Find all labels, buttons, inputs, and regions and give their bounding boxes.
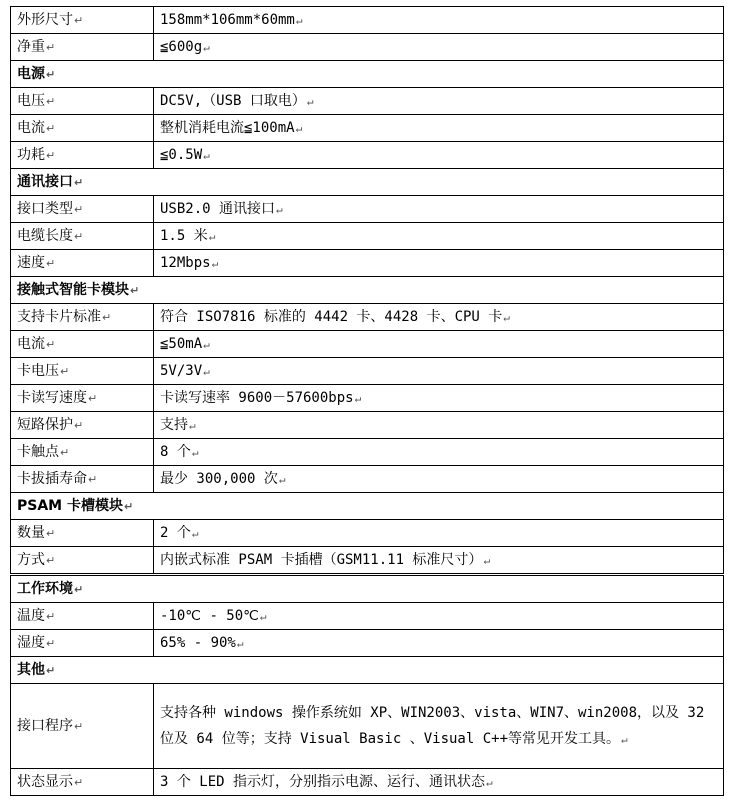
- paragraph-mark-icon: ↵: [74, 175, 84, 189]
- paragraph-mark-icon: ↵: [102, 310, 112, 324]
- paragraph-mark-icon: ↵: [236, 636, 244, 650]
- spec-row: [11, 439, 724, 466]
- spec-value-cell: [154, 603, 724, 630]
- spec-value-cell: [154, 385, 724, 412]
- paragraph-mark-icon: ↵: [203, 148, 210, 162]
- spec-label: 接口类型: [17, 200, 73, 217]
- spec-row: [11, 331, 724, 358]
- spec-value: 5V/3V: [160, 362, 203, 379]
- spec-label: 支持卡片标准: [17, 308, 101, 325]
- spec-label: 电压: [17, 92, 45, 109]
- paragraph-mark-icon: ↵: [60, 445, 70, 459]
- spec-label-cell: [11, 358, 154, 385]
- spec-label-cell: [11, 769, 154, 796]
- spec-label-cell: [11, 7, 154, 34]
- spec-label: 湿度: [17, 634, 45, 651]
- paragraph-mark-icon: ↵: [295, 121, 303, 135]
- paragraph-mark-icon: ↵: [354, 391, 362, 405]
- section-title-cell: [11, 61, 724, 88]
- spec-value-cell: [154, 88, 724, 115]
- paragraph-mark-icon: ↵: [130, 283, 140, 297]
- spec-label-cell: [11, 88, 154, 115]
- spec-row: [11, 520, 724, 547]
- section-title-cell: [11, 575, 724, 603]
- spec-label-cell: [11, 115, 154, 142]
- spec-value: -10℃ - 50℃: [160, 607, 259, 624]
- spec-value-cell: [154, 34, 724, 61]
- spec-label-cell: [11, 520, 154, 547]
- spec-value-cell: [154, 331, 724, 358]
- spec-value: 1.5 米: [160, 227, 208, 244]
- paragraph-mark-icon: ↵: [46, 553, 56, 567]
- spec-row: [11, 7, 724, 34]
- spec-value: 支持各种 windows 操作系统如 XP、WIN2003、vista、WIN7、win2008，以及 32 位及 64 位等；支持 Visual Basic 、Visual C++等常见开发工具。: [160, 704, 705, 747]
- spec-value-cell: [154, 547, 724, 575]
- paragraph-mark-icon: ↵: [46, 256, 56, 270]
- spec-row: [11, 769, 724, 796]
- section-title: 接触式智能卡模块: [17, 281, 129, 298]
- spec-value-cell: [154, 7, 724, 34]
- section-title: 其他: [17, 661, 45, 678]
- spec-value-cell: [154, 250, 724, 277]
- paragraph-mark-icon: ↵: [295, 13, 303, 27]
- spec-value: 内嵌式标准 PSAM 卡插槽（GSM11.11 标准尺寸）: [160, 551, 483, 568]
- spec-row: [11, 412, 724, 439]
- spec-value: 8 个: [160, 443, 191, 460]
- spec-row: [11, 547, 724, 575]
- spec-value-cell: [154, 520, 724, 547]
- spec-value-cell: [154, 196, 724, 223]
- section-header-row: [11, 169, 724, 196]
- spec-row: [11, 115, 724, 142]
- paragraph-mark-icon: ↵: [74, 418, 84, 432]
- spec-label: 电流: [17, 119, 45, 136]
- paragraph-mark-icon: ↵: [74, 202, 84, 216]
- spec-row: [11, 466, 724, 493]
- spec-value-cell: [154, 223, 724, 250]
- spec-label-cell: [11, 412, 154, 439]
- spec-value-cell: [154, 439, 724, 466]
- spec-row: [11, 603, 724, 630]
- paragraph-mark-icon: ↵: [189, 418, 196, 432]
- spec-value: 3 个 LED 指示灯，分别指示电源、运行、通讯状态: [160, 773, 485, 790]
- spec-value: 符合 ISO7816 标准的 4442 卡、4428 卡、CPU 卡: [160, 308, 503, 325]
- section-title-cell: [11, 169, 724, 196]
- spec-row: [11, 304, 724, 331]
- spec-label: 速度: [17, 254, 45, 271]
- section-header-row: [11, 493, 724, 520]
- paragraph-mark-icon: ↵: [123, 499, 134, 513]
- spec-value-cell: [154, 630, 724, 657]
- spec-value: 卡读写速率 9600－57600bps: [160, 389, 354, 406]
- paragraph-mark-icon: ↵: [74, 229, 84, 243]
- spec-value: ≦600g: [160, 38, 203, 55]
- section-title-cell: [11, 657, 724, 684]
- spec-label: 功耗: [17, 146, 45, 163]
- spec-value-cell: [154, 684, 724, 769]
- spec-label-cell: [11, 385, 154, 412]
- paragraph-mark-icon: ↵: [46, 121, 56, 135]
- spec-row: [11, 385, 724, 412]
- paragraph-mark-icon: ↵: [503, 310, 510, 324]
- spec-label-cell: [11, 142, 154, 169]
- spec-label: 电流: [17, 335, 45, 352]
- spec-label-cell: [11, 547, 154, 575]
- spec-label: 温度: [17, 607, 45, 624]
- spec-label: 卡拔插寿命: [17, 470, 87, 487]
- paragraph-mark-icon: ↵: [486, 775, 493, 789]
- spec-row: [11, 250, 724, 277]
- paragraph-mark-icon: ↵: [203, 337, 210, 351]
- spec-row: [11, 142, 724, 169]
- spec-label: 电缆长度: [17, 227, 73, 244]
- paragraph-mark-icon: ↵: [211, 256, 219, 270]
- paragraph-mark-icon: ↵: [88, 391, 98, 405]
- spec-label-cell: [11, 304, 154, 331]
- spec-value: 最少 300,000 次: [160, 470, 278, 487]
- section-header-row: [11, 277, 724, 304]
- spec-value-cell: [154, 412, 724, 439]
- spec-value-cell: [154, 358, 724, 385]
- spec-row: [11, 630, 724, 657]
- paragraph-mark-icon: ↵: [46, 526, 56, 540]
- paragraph-mark-icon: ↵: [74, 719, 84, 733]
- spec-label-cell: [11, 250, 154, 277]
- spec-value: 158mm*106mm*60mm: [160, 11, 295, 28]
- spec-row: [11, 684, 724, 769]
- paragraph-mark-icon: ↵: [88, 472, 98, 486]
- spec-value: DC5V,（USB 口取电）: [160, 92, 306, 109]
- spec-value: 65% - 90%: [160, 634, 236, 651]
- spec-value: ≦50mA: [160, 335, 203, 352]
- paragraph-mark-icon: ↵: [46, 148, 56, 162]
- paragraph-mark-icon: ↵: [203, 364, 210, 378]
- paragraph-mark-icon: ↵: [483, 553, 491, 567]
- paragraph-mark-icon: ↵: [46, 40, 56, 54]
- spec-value-cell: [154, 769, 724, 796]
- paragraph-mark-icon: ↵: [74, 775, 84, 789]
- paragraph-mark-icon: ↵: [74, 13, 84, 27]
- paragraph-mark-icon: ↵: [208, 229, 216, 243]
- paragraph-mark-icon: ↵: [278, 472, 286, 486]
- spec-label-cell: [11, 630, 154, 657]
- spec-label: 卡电压: [17, 362, 59, 379]
- spec-label: 净重: [17, 38, 45, 55]
- section-header-row: [11, 61, 724, 88]
- section-title: PSAM 卡槽模块: [17, 497, 123, 514]
- section-title: 通讯接口: [17, 173, 73, 190]
- section-title-cell: [11, 277, 724, 304]
- paragraph-mark-icon: ↵: [46, 609, 56, 623]
- paragraph-mark-icon: ↵: [74, 582, 84, 596]
- spec-label: 卡读写速度: [17, 389, 87, 406]
- spec-label-cell: [11, 331, 154, 358]
- spec-row: [11, 223, 724, 250]
- paragraph-mark-icon: ↵: [276, 202, 283, 216]
- paragraph-mark-icon: ↵: [46, 663, 56, 677]
- paragraph-mark-icon: ↵: [46, 67, 56, 81]
- spec-value-cell: [154, 115, 724, 142]
- spec-row: [11, 196, 724, 223]
- spec-value: USB2.0 通讯接口: [160, 200, 276, 217]
- paragraph-mark-icon: ↵: [46, 94, 56, 108]
- spec-value: ≦0.5W: [160, 146, 203, 163]
- section-title-cell: [11, 493, 724, 520]
- spec-row: [11, 358, 724, 385]
- spec-label-cell: [11, 603, 154, 630]
- spec-table-body: [11, 7, 724, 796]
- spec-label-cell: [11, 34, 154, 61]
- spec-label-cell: [11, 439, 154, 466]
- paragraph-mark-icon: ↵: [191, 526, 199, 540]
- spec-label-cell: [11, 684, 154, 769]
- paragraph-mark-icon: ↵: [259, 609, 267, 623]
- spec-value-cell: [154, 466, 724, 493]
- spec-label: 卡触点: [17, 443, 59, 460]
- section-header-row: [11, 575, 724, 603]
- spec-row: [11, 88, 724, 115]
- spec-label: 外形尺寸: [17, 11, 73, 28]
- spec-label: 接口程序: [17, 717, 73, 734]
- spec-label-cell: [11, 196, 154, 223]
- spec-value: 支持: [160, 416, 188, 433]
- paragraph-mark-icon: ↵: [60, 364, 70, 378]
- spec-value: 2 个: [160, 524, 191, 541]
- spec-table: [10, 6, 724, 796]
- spec-label: 短路保护: [17, 416, 73, 433]
- paragraph-mark-icon: ↵: [46, 337, 56, 351]
- spec-label: 状态显示: [17, 773, 73, 790]
- spec-value: 整机消耗电流≦100mA: [160, 119, 295, 136]
- spec-row: [11, 34, 724, 61]
- spec-label-cell: [11, 223, 154, 250]
- paragraph-mark-icon: ↵: [203, 40, 210, 54]
- spec-value: 12Mbps: [160, 254, 211, 271]
- paragraph-mark-icon: ↵: [306, 94, 314, 108]
- section-header-row: [11, 657, 724, 684]
- section-title: 工作环境: [17, 580, 73, 597]
- section-title: 电源: [17, 65, 45, 82]
- spec-value-cell: [154, 142, 724, 169]
- paragraph-mark-icon: ↵: [191, 445, 199, 459]
- spec-label: 方式: [17, 551, 45, 568]
- spec-value-cell: [154, 304, 724, 331]
- spec-label: 数量: [17, 524, 45, 541]
- spec-label-cell: [11, 466, 154, 493]
- paragraph-mark-icon: ↵: [46, 636, 56, 650]
- paragraph-mark-icon: ↵: [621, 732, 628, 746]
